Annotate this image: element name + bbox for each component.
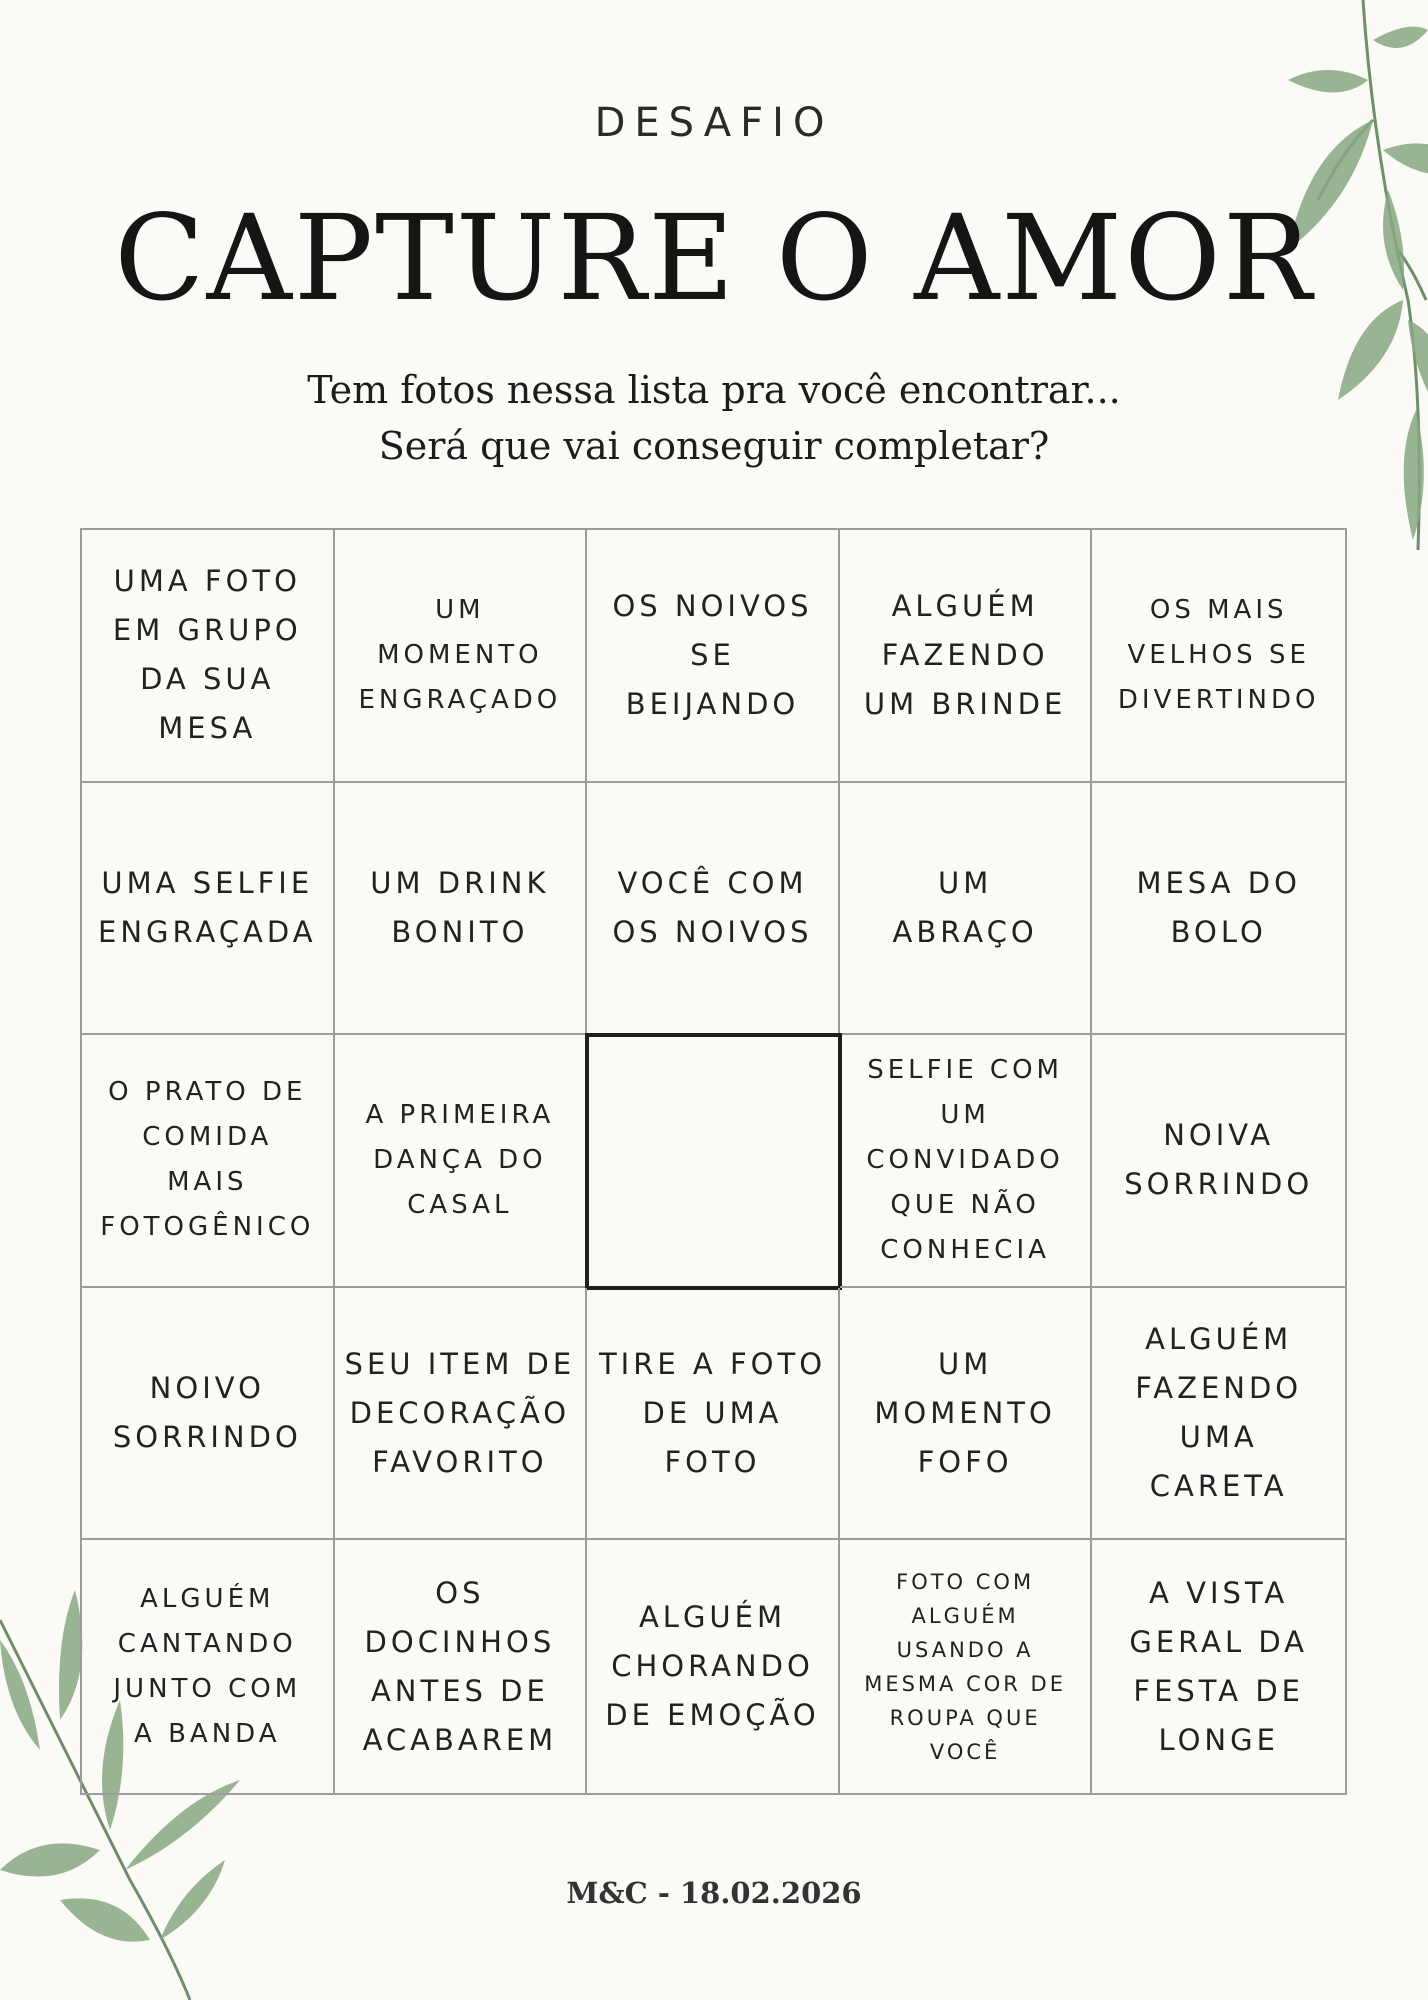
page-title: CAPTURE O AMOR	[114, 189, 1314, 327]
bingo-cell: VOCÊ COM OS NOIVOS	[587, 783, 840, 1036]
subtitle-line-1: Tem fotos nessa lista pra você encontrar...	[307, 368, 1121, 412]
bingo-cell: ALGUÉM CANTANDO JUNTO COM A BANDA	[82, 1540, 335, 1793]
bingo-cell: TIRE A FOTO DE UMA FOTO	[587, 1288, 840, 1541]
subtitle	[0, 362, 1428, 474]
bingo-cell: UMA FOTO EM GRUPO DA SUA MESA	[82, 530, 335, 783]
bingo-cell: A VISTA GERAL DA FESTA DE LONGE	[1129, 1575, 1309, 1757]
footer-signature: M&C - 18.02.2026	[566, 1876, 862, 1910]
bingo-cell: ALGUÉM FAZENDO UMA CARETA	[1092, 1288, 1345, 1541]
bingo-cell: ALGUÉM FAZENDO UM BRINDE	[840, 530, 1093, 783]
bingo-cell: NOIVA SORRINDO	[1092, 1035, 1345, 1288]
bingo-cell: UM MOMENTO ENGRAÇADO	[335, 530, 588, 783]
bingo-grid	[80, 528, 1347, 1795]
bingo-cell: UM DRINK BONITO	[335, 783, 588, 1036]
bingo-cell: OS NOIVOS SE BEIJANDO	[587, 530, 840, 783]
eyebrow-label: DESAFIO	[594, 100, 834, 146]
bingo-cell: UM MOMENTO FOFO	[840, 1288, 1093, 1541]
bingo-cell: ALGUÉM CHORANDO DE EMOÇÃO	[587, 1540, 840, 1793]
bingo-cell: FOTO COM ALGUÉM USANDO A MESMA COR DE ROUPA QUE VOCÊ	[840, 1540, 1093, 1793]
bingo-cell: OS MAIS VELHOS SE DIVERTINDO	[1092, 530, 1345, 783]
bingo-cell: UM ABRAÇO	[840, 783, 1093, 1036]
bingo-cell: NOIVO SORRINDO	[82, 1288, 335, 1541]
subtitle-line-2: Será que vai conseguir completar?	[378, 424, 1050, 468]
bingo-cell: SEU ITEM DE DECORAÇÃO FAVORITO	[335, 1288, 588, 1541]
bingo-cell: OS DOCINHOS ANTES DE ACABAREM	[335, 1540, 588, 1793]
bingo-cell: O PRATO DE COMIDA MAIS FOTOGÊNICO	[82, 1035, 335, 1288]
bingo-cell: A PRIMEIRA DANÇA DO CASAL	[335, 1035, 588, 1288]
bingo-cell: UMA SELFIE ENGRAÇADA	[82, 783, 335, 1036]
bingo-cell: MESA DO BOLO	[1092, 783, 1345, 1036]
free-space-cell	[587, 1035, 840, 1288]
bingo-cell: SELFIE COM UM CONVIDADO QUE NÃO CONHECIA	[840, 1035, 1093, 1288]
